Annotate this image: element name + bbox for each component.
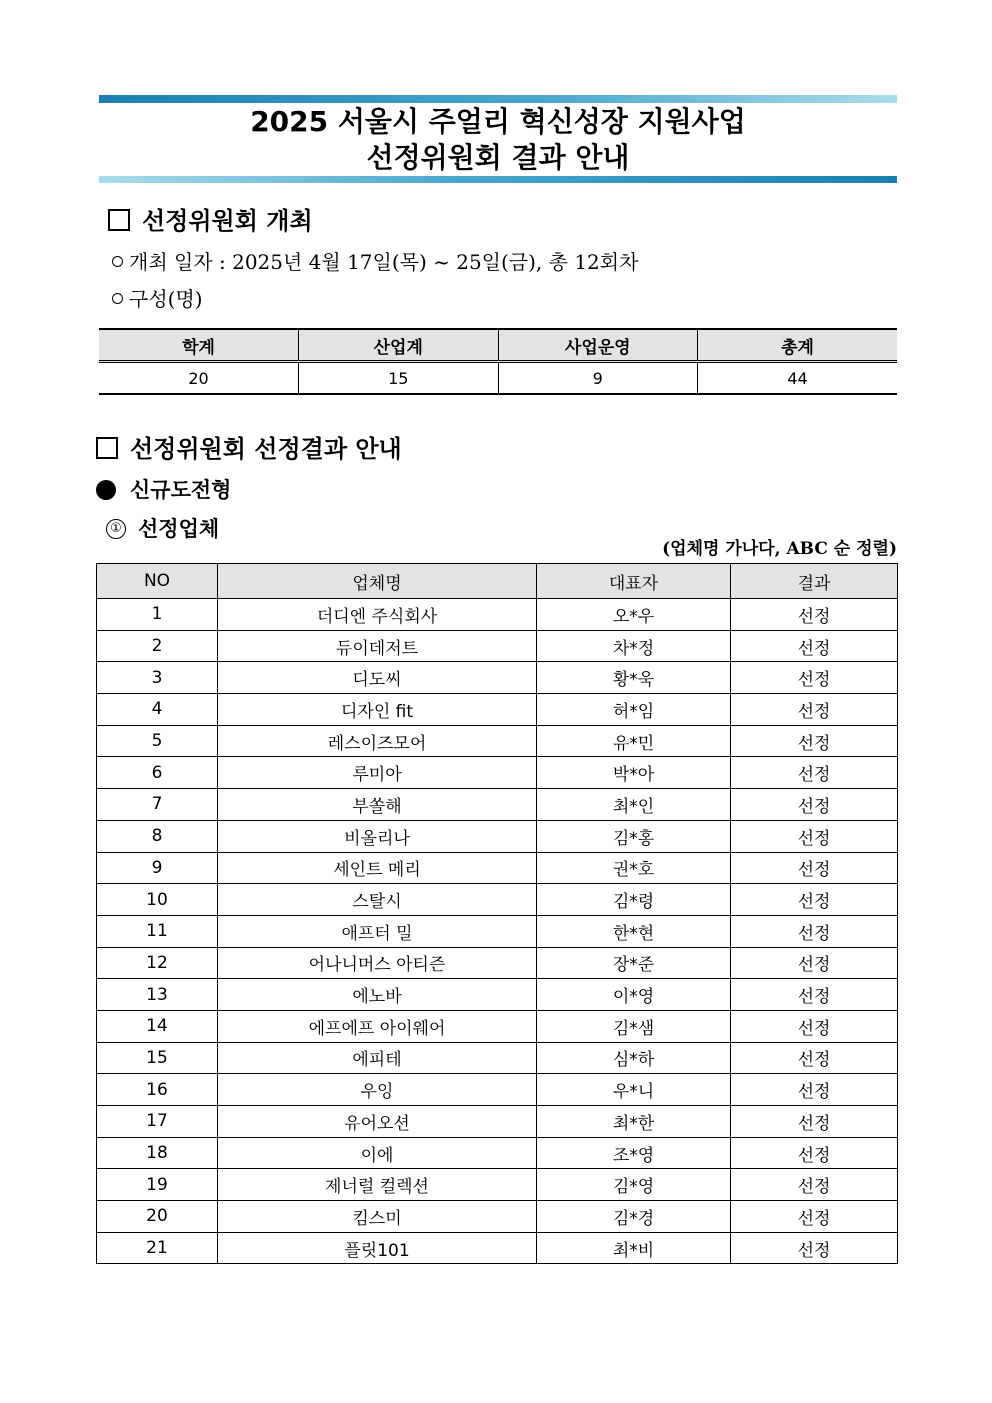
result: 선정: [731, 599, 898, 631]
company-name: 킴스미: [218, 1201, 537, 1233]
representative: 최*인: [537, 789, 731, 821]
company-name: 우잉: [218, 1074, 537, 1106]
representative: 유*민: [537, 725, 731, 757]
result: 선정: [731, 915, 898, 947]
table-row: [97, 630, 898, 662]
table-row: [97, 979, 898, 1011]
result: 선정: [731, 979, 898, 1011]
composition-header-cell: 사업운영: [498, 329, 698, 362]
table-row: [97, 1042, 898, 1074]
result: 선정: [731, 725, 898, 757]
result: 선정: [731, 947, 898, 979]
row-no: 8: [97, 820, 218, 852]
company-name: 루미아: [218, 757, 537, 789]
table-row: [97, 915, 898, 947]
company-name: 레스이즈모어: [218, 725, 537, 757]
circle-bullet-icon: [112, 293, 123, 304]
category-heading-text: 신규도전형: [130, 477, 232, 502]
table-row: [97, 1169, 898, 1201]
header-no: NO: [97, 564, 218, 599]
representative: 장*준: [537, 947, 731, 979]
meeting-date-text: 개최 일자 : 2025년 4월 17일(목) ~ 25일(금), 총 12회차: [129, 250, 639, 274]
representative: 김*령: [537, 884, 731, 916]
company-name: 에프에프 아이웨어: [218, 1010, 537, 1042]
result: 선정: [731, 757, 898, 789]
representative: 이*영: [537, 979, 731, 1011]
result: 선정: [731, 852, 898, 884]
result: 선정: [731, 1232, 898, 1264]
company-name: 비올리나: [218, 820, 537, 852]
result: 선정: [731, 662, 898, 694]
table-row: [97, 820, 898, 852]
composition-value-cell: 9: [498, 362, 698, 395]
company-name: 애프터 밀: [218, 915, 537, 947]
representative: 김*경: [537, 1201, 731, 1233]
result: 선정: [731, 630, 898, 662]
row-no: 14: [97, 1010, 218, 1042]
title-top-bar: [99, 95, 897, 103]
row-no: 9: [97, 852, 218, 884]
company-name: 세인트 메리: [218, 852, 537, 884]
header-company-name: 업체명: [218, 564, 537, 599]
circled-number-one: ①: [106, 519, 126, 539]
composition-header-cell: 산업계: [299, 329, 499, 362]
header-result: 결과: [731, 564, 898, 599]
result: 선정: [731, 1106, 898, 1138]
sort-order-note: (업체명 가나다, ABC 순 정렬): [662, 539, 897, 559]
row-no: 3: [97, 662, 218, 694]
table-row: [97, 757, 898, 789]
company-name: 부쏠해: [218, 789, 537, 821]
row-no: 16: [97, 1074, 218, 1106]
table-row: [97, 947, 898, 979]
row-no: 1: [97, 599, 218, 631]
company-name: 에피테: [218, 1042, 537, 1074]
title-bottom-bar: [99, 176, 897, 183]
result: 선정: [731, 820, 898, 852]
composition-text: 구성(명): [129, 287, 203, 311]
row-no: 19: [97, 1169, 218, 1201]
composition-header-cell: 학계: [99, 329, 299, 362]
row-no: 17: [97, 1106, 218, 1138]
table-row: [97, 1201, 898, 1233]
row-no: 13: [97, 979, 218, 1011]
row-no: 18: [97, 1137, 218, 1169]
representative: 오*우: [537, 599, 731, 631]
representative: 김*영: [537, 1169, 731, 1201]
row-no: 21: [97, 1232, 218, 1264]
company-name: 듀이데저트: [218, 630, 537, 662]
square-bullet-icon: [96, 437, 118, 459]
composition-table: [99, 328, 897, 395]
representative: 최*비: [537, 1232, 731, 1264]
table-row: [97, 789, 898, 821]
selected-companies-table: [96, 563, 898, 1264]
representative: 황*욱: [537, 662, 731, 694]
table-row: [97, 599, 898, 631]
company-name: 어나니머스 아티즌: [218, 947, 537, 979]
company-name: 유어오션: [218, 1106, 537, 1138]
table-row: [97, 884, 898, 916]
table-row: [97, 1010, 898, 1042]
row-no: 10: [97, 884, 218, 916]
document-title: [99, 104, 897, 176]
table-row: [97, 1074, 898, 1106]
square-bullet-icon: [108, 209, 130, 231]
composition-header-cell: 총계: [698, 329, 898, 362]
composition-value-cell: 20: [99, 362, 299, 395]
table-row: [97, 1137, 898, 1169]
representative: 박*아: [537, 757, 731, 789]
result: 선정: [731, 1201, 898, 1233]
meeting-date-line: [112, 248, 638, 276]
row-no: 2: [97, 630, 218, 662]
company-name: 제너럴 컬렉션: [218, 1169, 537, 1201]
title-line-2: 선정위원회 결과 안내: [366, 141, 630, 174]
composition-value-cell: 15: [299, 362, 499, 395]
row-no: 5: [97, 725, 218, 757]
composition-value-cell: 44: [698, 362, 898, 395]
category-heading: [96, 476, 231, 504]
section-heading-results: [96, 433, 402, 465]
result: 선정: [731, 1074, 898, 1106]
table-row: [97, 694, 898, 726]
representative: 우*니: [537, 1074, 731, 1106]
company-name: 더디엔 주식회사: [218, 599, 537, 631]
table-row: [97, 1232, 898, 1264]
row-no: 11: [97, 915, 218, 947]
section-heading-meeting: [108, 205, 313, 237]
representative: 조*영: [537, 1137, 731, 1169]
table-row: [97, 662, 898, 694]
table-row: [97, 1106, 898, 1138]
result: 선정: [731, 1010, 898, 1042]
result: 선정: [731, 1042, 898, 1074]
row-no: 20: [97, 1201, 218, 1233]
selected-companies-heading: [106, 515, 219, 543]
row-no: 7: [97, 789, 218, 821]
circle-bullet-icon: [112, 256, 123, 267]
representative: 김*홍: [537, 820, 731, 852]
table-row: [97, 852, 898, 884]
row-no: 6: [97, 757, 218, 789]
companies-table-body: [97, 599, 898, 1264]
representative: 심*하: [537, 1042, 731, 1074]
company-name: 디도씨: [218, 662, 537, 694]
company-name: 디자인 fit: [218, 694, 537, 726]
row-no: 4: [97, 694, 218, 726]
result: 선정: [731, 1137, 898, 1169]
result: 선정: [731, 884, 898, 916]
section-heading-text: 선정위원회 선정결과 안내: [130, 434, 402, 463]
composition-line: [112, 285, 203, 313]
filled-circle-bullet-icon: [96, 480, 116, 500]
representative: 한*현: [537, 915, 731, 947]
company-name: 스탈시: [218, 884, 537, 916]
title-line-1: 2025 서울시 주얼리 혁신성장 지원사업: [250, 105, 746, 138]
representative: 허*임: [537, 694, 731, 726]
selected-companies-heading-text: 선정업체: [138, 516, 220, 541]
composition-value-row: [99, 362, 897, 395]
table-row: [97, 725, 898, 757]
company-name: 플릿101: [218, 1232, 537, 1264]
composition-header-row: [99, 329, 897, 362]
companies-header-row: [97, 564, 898, 599]
row-no: 12: [97, 947, 218, 979]
section-heading-text: 선정위원회 개최: [142, 206, 313, 235]
representative: 권*호: [537, 852, 731, 884]
representative: 최*한: [537, 1106, 731, 1138]
row-no: 15: [97, 1042, 218, 1074]
company-name: 이에: [218, 1137, 537, 1169]
result: 선정: [731, 1169, 898, 1201]
representative: 김*샘: [537, 1010, 731, 1042]
company-name: 에노바: [218, 979, 537, 1011]
result: 선정: [731, 694, 898, 726]
representative: 차*정: [537, 630, 731, 662]
header-representative: 대표자: [537, 564, 731, 599]
result: 선정: [731, 789, 898, 821]
